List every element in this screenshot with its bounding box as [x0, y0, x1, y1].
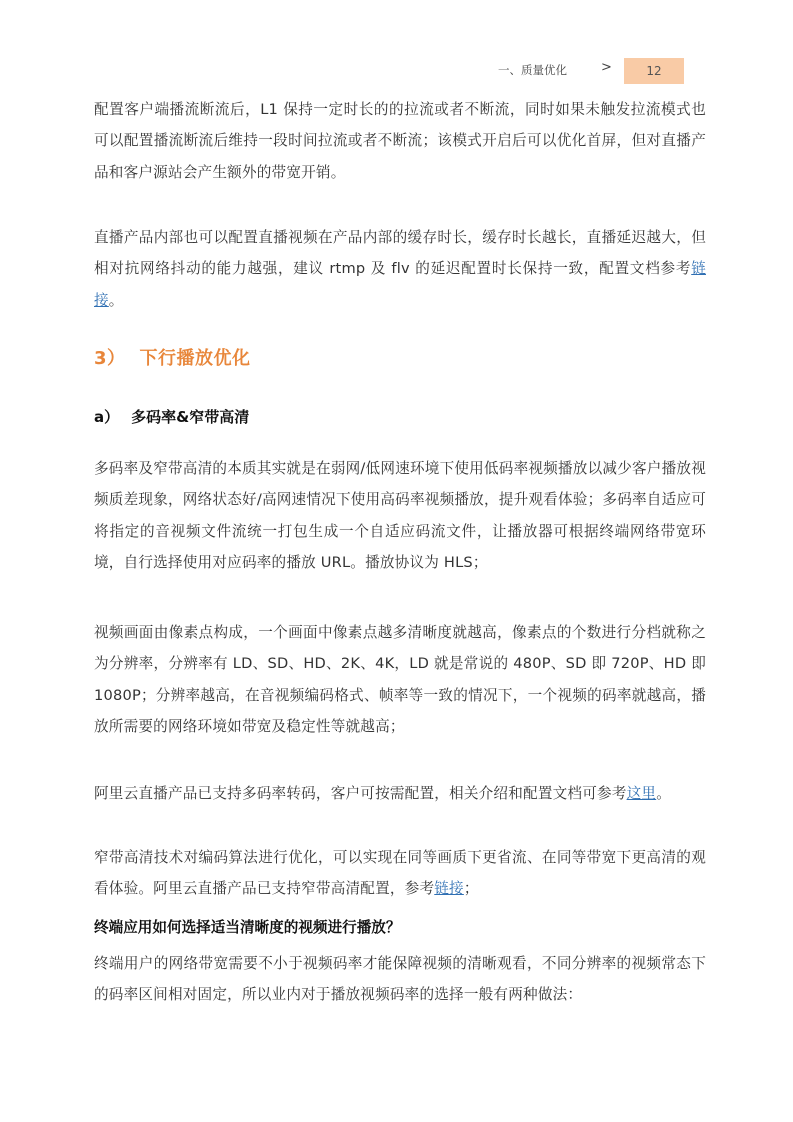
paragraph-text: 窄带高清技术对编码算法进行优化，可以实现在同等画质下更省流、在同等带宽下更高清的观看体验。阿里云直播产品已支持窄带高清配置，参考 — [94, 849, 706, 898]
narrowband-doc-link[interactable]: 链接 — [434, 880, 464, 898]
section-number: 3） — [94, 348, 126, 369]
subsection-title: 多码率&窄带高清 — [131, 408, 250, 426]
paragraph-resolution: 视频画面由像素点构成，一个画面中像素点越多清晰度就越高，像素点的个数进行分档就称之为分辨率，分辨率有 LD、SD、HD、2K、4K，LD 就是常说的 480P、SD 即 720P、HD 即 1080P；分辨率越高，在音视频编码格式、帧率等一致的情况下，一个视频的码率就越高，播放所需要的网络环境如带宽及稳定性等就越高； — [94, 624, 706, 736]
paragraph-tail: 。 — [656, 785, 671, 802]
subsection-heading — [94, 406, 249, 427]
config-doc-link[interactable]: 链接 — [94, 260, 706, 309]
paragraph-bandwidth: 终端用户的网络带宽需要不小于视频码率才能保障视频的清晰观看，不同分辨率的视频常态下的码率区间相对固定，所以业内对于播放视频码率的选择一般有两种做法： — [94, 955, 706, 1004]
paragraph-cache-duration — [94, 222, 706, 316]
here-link[interactable]: 这里 — [626, 785, 657, 802]
paragraph-narrowband-hd — [94, 842, 706, 905]
paragraph-multi-bitrate: 多码率及窄带高清的本质其实就是在弱网/低网速环境下使用低码率视频播放以减少客户播放视频质差现象，网络状态好/高网速情况下使用高码率视频播放，提升观看体验；多码率自适应可将指定的音视频文件流统一打包生成一个自适应码流文件，让播放器可根据终端网络带宽环境，自行选择使用对应码率的播放 URL。播放协议为 HLS； — [94, 460, 706, 572]
page-number-badge: 12 — [624, 58, 684, 84]
question-heading: 终端应用如何选择适当清晰度的视频进行播放？ — [94, 919, 401, 936]
paragraph-text: 阿里云直播产品已支持多码率转码，客户可按需配置，相关介绍和配置文档可参考 — [94, 785, 627, 802]
section-title: 下行播放优化 — [139, 348, 251, 369]
paragraph-tail: 。 — [108, 291, 124, 309]
header-section-title: 一、质量优化 — [498, 63, 567, 77]
paragraph-text: 直播产品内部也可以配置直播视频在产品内部的缓存时长，缓存时长越长，直播延迟越大，但相对抗网络抖动的能力越强，建议 rtmp 及 flv 的延迟配置时长保持一致，配置文档参考 — [94, 229, 706, 278]
section-heading — [94, 344, 251, 370]
header-chevron-icon: > — [601, 60, 612, 75]
subsection-number: a） — [94, 408, 120, 426]
paragraph-aliyun-transcode — [94, 778, 706, 809]
paragraph-tail: ； — [463, 880, 479, 898]
paragraph-l1-buffer: 配置客户端播流断流后，L1 保持一定时长的的拉流或者不断流，同时如果未触发拉流模式也可以配置播流断流后维持一段时间拉流或者不断流；该模式开启后可以优化首屏，但对直播产品和客户源站会产生额外的带宽开销。 — [94, 101, 706, 181]
